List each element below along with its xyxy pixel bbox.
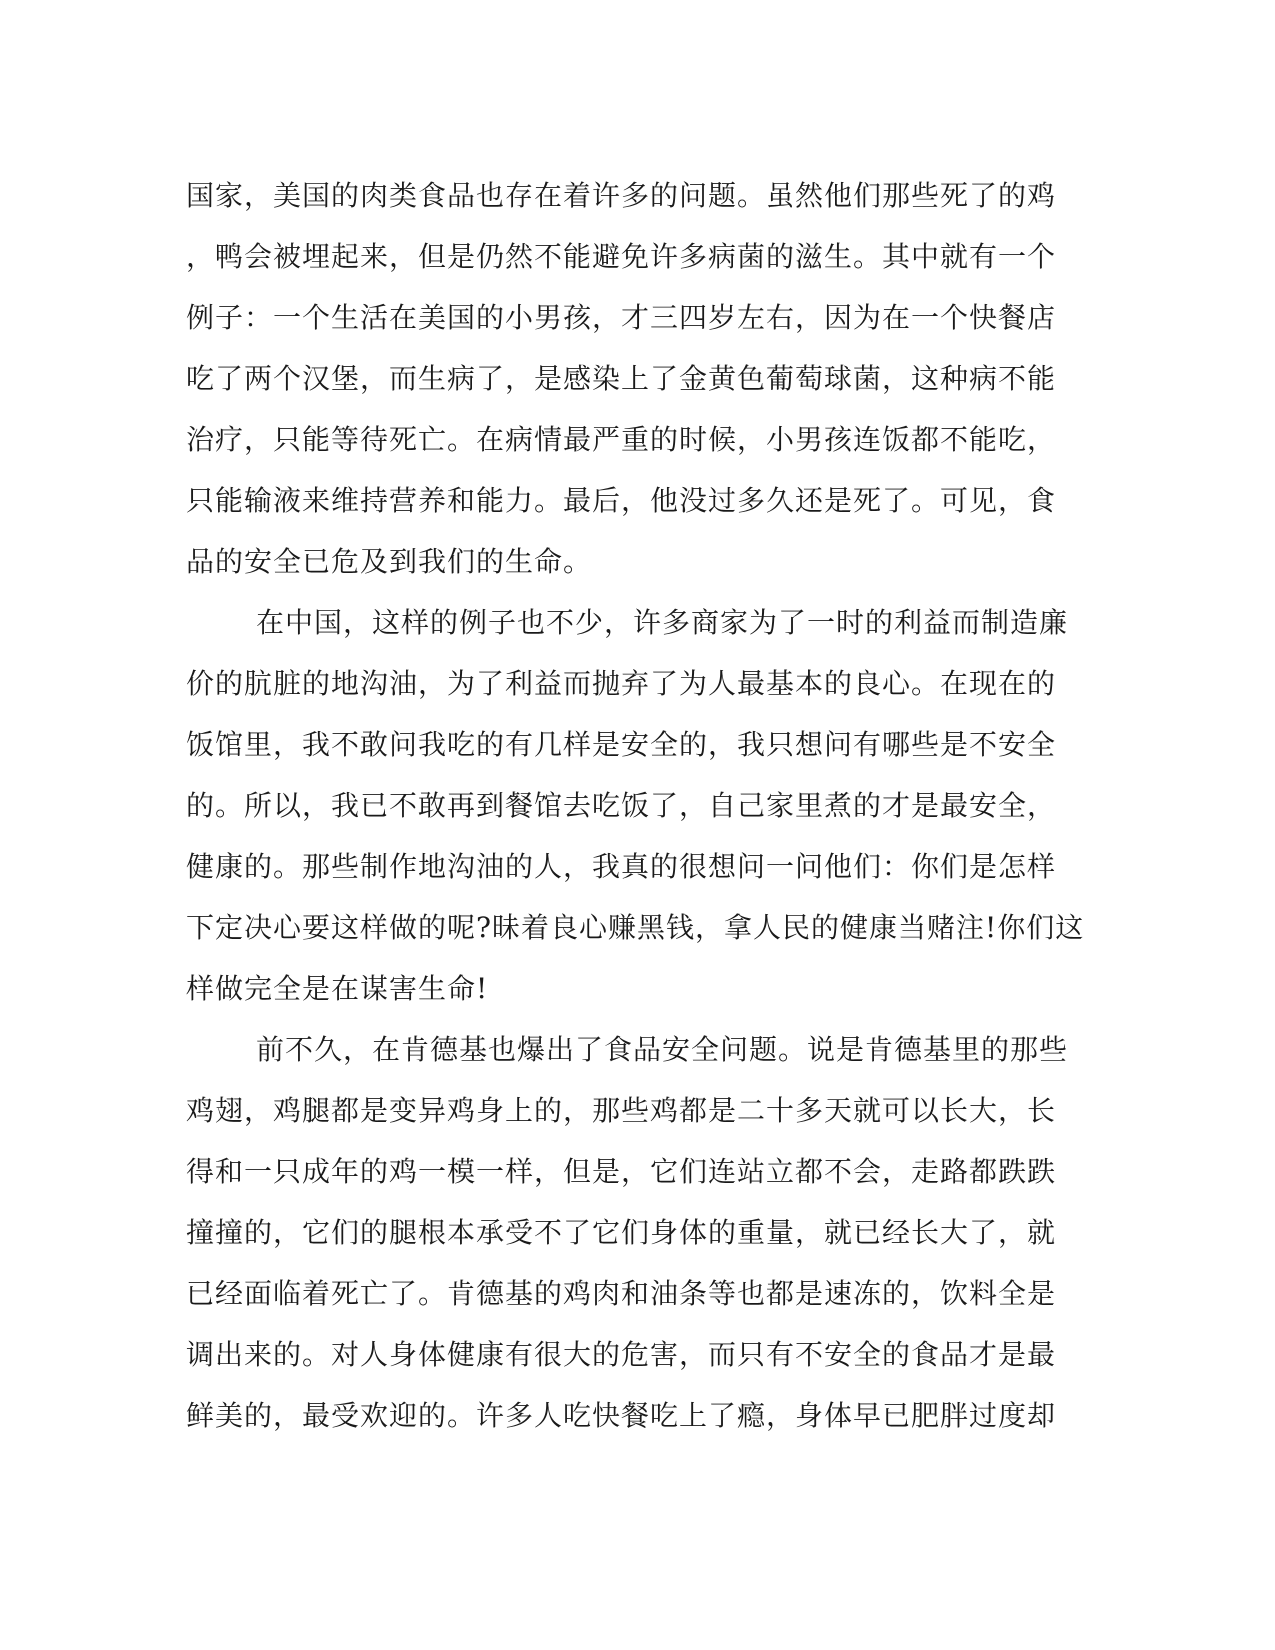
- text-line: 已经面临着死亡了。肯德基的鸡肉和油条等也都是速冻的，饮料全是: [186, 1277, 1057, 1310]
- text-line: 下定决心要这样做的呢?昧着良心赚黑钱，拿人民的健康当赌注!你们这: [186, 911, 1085, 944]
- text-line: 的。所以，我已不敢再到餐馆去吃饭了，自己家里煮的才是最安全，: [186, 789, 1057, 822]
- text-line: 健康的。那些制作地沟油的人，我真的很想问一问他们：你们是怎样: [186, 850, 1057, 883]
- text-line: 撞撞的，它们的腿根本承受不了它们身体的重量，就已经长大了，就: [186, 1216, 1057, 1249]
- paragraph-3: [186, 1019, 1069, 1446]
- text-line: 调出来的。对人身体健康有很大的危害，而只有不安全的食品才是最: [186, 1338, 1057, 1371]
- text-line: 鲜美的，最受欢迎的。许多人吃快餐吃上了瘾，身体早已肥胖过度却: [186, 1399, 1057, 1432]
- text-line: 只能输液来维持营养和能力。最后，他没过多久还是死了。可见，食: [186, 484, 1057, 517]
- text-line: 饭馆里，我不敢问我吃的有几样是安全的，我只想问有哪些是不安全: [186, 728, 1057, 761]
- document-body: [186, 165, 1085, 1446]
- text-line: 吃了两个汉堡，而生病了，是感染上了金黄色葡萄球菌，这种病不能: [186, 362, 1057, 395]
- text-line: 治疗，只能等待死亡。在病情最严重的时候，小男孩连饭都不能吃，: [186, 423, 1057, 456]
- text-line: 鸡翅，鸡腿都是变异鸡身上的，那些鸡都是二十多天就可以长大，长: [186, 1094, 1057, 1127]
- text-line: 例子：一个生活在美国的小男孩，才三四岁左右，因为在一个快餐店: [186, 301, 1057, 334]
- text-line: 价的肮脏的地沟油，为了利益而抛弃了为人最基本的良心。在现在的: [186, 667, 1057, 700]
- paragraph-2: [186, 592, 1085, 1019]
- text-line: 在中国，这样的例子也不少，许多商家为了一时的利益而制造廉: [256, 606, 1069, 639]
- text-line: 前不久，在肯德基也爆出了食品安全问题。说是肯德基里的那些: [256, 1033, 1069, 1066]
- text-line: 得和一只成年的鸡一模一样，但是，它们连站立都不会，走路都跌跌: [186, 1155, 1057, 1188]
- text-line: 品的安全已危及到我们的生命。: [186, 545, 593, 578]
- text-line: 国家，美国的肉类食品也存在着许多的问题。虽然他们那些死了的鸡: [186, 179, 1057, 212]
- text-line: 样做完全是在谋害生命!: [186, 972, 489, 1005]
- paragraph-1: [186, 165, 1066, 592]
- text-line: ，鸭会被埋起来，但是仍然不能避免许多病菌的滋生。其中就有一个: [186, 240, 1057, 273]
